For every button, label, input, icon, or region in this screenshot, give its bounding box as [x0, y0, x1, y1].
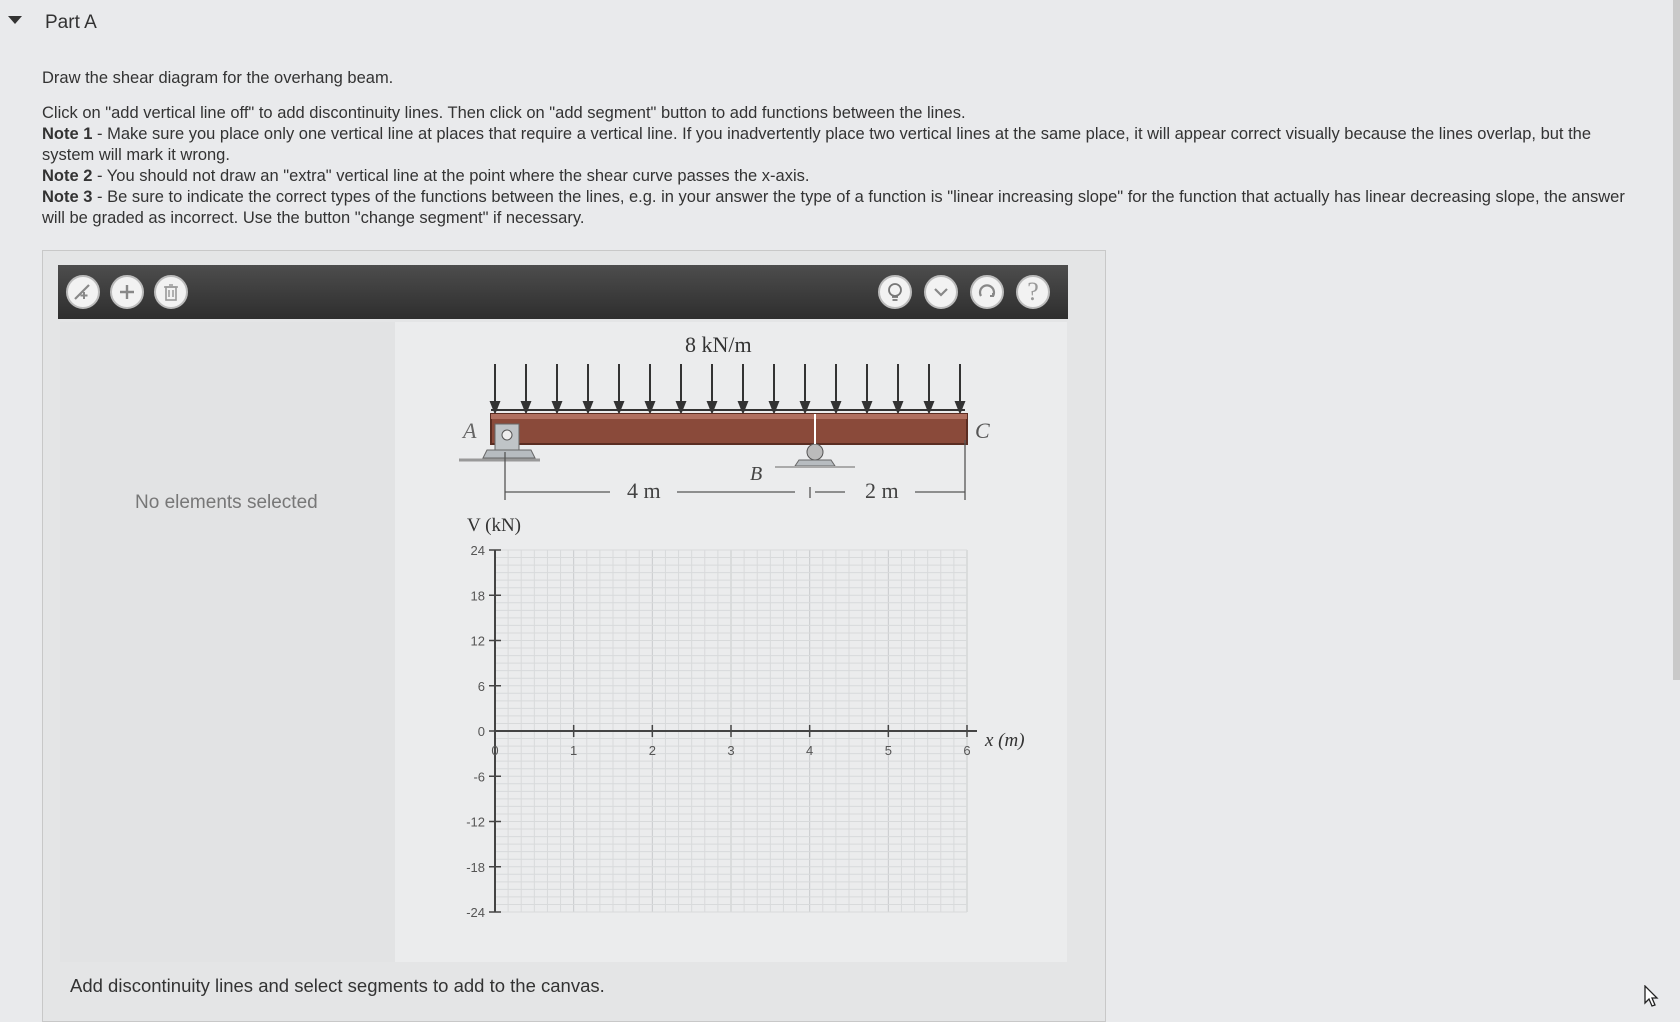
y-tick-label: 18	[470, 588, 485, 604]
note-2	[42, 166, 1642, 187]
y-tick-label: -6	[473, 769, 485, 785]
load-arrow	[646, 364, 654, 412]
note-3-text: - Be sure to indicate the correct types of the functions between the lines, e.g. in your answer the type of a function is "linear increasing slope" for the function that actually has linear decreasing slope, the answer will be graded as incorrect. Use the button "change segment" if necessary.	[42, 188, 1625, 227]
x-tick-label: 5	[884, 743, 892, 758]
load-arrow	[770, 364, 778, 412]
y-tick-label: 0	[477, 724, 485, 739]
selection-side-panel	[60, 322, 395, 962]
note-2-text: - You should not draw an "extra" vertical line at the point where the shear curve passes the x-axis.	[92, 167, 810, 185]
collapse-part-caret-icon[interactable]	[8, 16, 22, 24]
mouse-pointer-icon	[1643, 985, 1659, 1007]
shear-graph-grid	[495, 550, 977, 912]
x-tick-label: 4	[806, 743, 814, 758]
load-arrow	[584, 364, 592, 412]
load-arrow	[491, 364, 499, 412]
y-axis-label: V (kN)	[467, 515, 522, 536]
check-icon	[932, 285, 950, 299]
note-3	[42, 187, 1642, 229]
reset-button[interactable]	[970, 275, 1004, 309]
y-tick-label: -12	[466, 814, 485, 830]
note-3-label: Note 3	[42, 188, 93, 206]
drawing-toolbar	[58, 265, 1068, 319]
add-segment-button[interactable]	[110, 275, 144, 309]
load-arrow	[522, 364, 530, 412]
check-button[interactable]	[924, 275, 958, 309]
x-tick-label: 0	[491, 743, 499, 758]
instructions	[42, 68, 1642, 229]
help-icon: ?	[1027, 277, 1039, 306]
note-1-text: - Make sure you place only one vertical line at places that require a vertical line. If you inadvertently place two vertical lines at the same place, it will appear correct visually because the lines overlap, but the system will mark it wrong.	[42, 125, 1592, 164]
load-arrow	[677, 364, 685, 412]
beam-highlight	[491, 414, 967, 419]
no-selection-message: No elements selected	[135, 492, 318, 513]
y-tick-label: -24	[466, 905, 485, 920]
canvas-svg	[395, 322, 1067, 962]
load-label: 8 kN/m	[685, 332, 752, 357]
note-1	[42, 124, 1642, 166]
help-button[interactable]	[1016, 275, 1050, 309]
add-vertical-line-button[interactable]	[66, 275, 100, 309]
y-tick-label: 12	[470, 633, 485, 649]
load-arrow	[894, 364, 902, 412]
hint-button[interactable]	[878, 275, 912, 309]
y-tick-label: 6	[477, 678, 485, 694]
load-arrow	[708, 364, 716, 412]
distributed-load-arrows	[491, 364, 965, 412]
load-arrow	[832, 364, 840, 412]
x-tick-label: 2	[648, 743, 656, 758]
delete-button[interactable]	[154, 275, 188, 309]
x-tick-label: 1	[570, 743, 578, 758]
x-tick-label: 3	[727, 743, 735, 758]
load-arrow	[739, 364, 747, 412]
instruction-lead: Draw the shear diagram for the overhang beam.	[42, 69, 394, 87]
x-tick-label: 6	[963, 743, 971, 758]
support-b-label: B	[750, 463, 763, 485]
part-title[interactable]: Part A	[45, 12, 97, 33]
x-axis-label: x (m)	[985, 730, 1025, 751]
load-arrow	[615, 364, 623, 412]
page-scrollbar[interactable]	[1673, 0, 1680, 680]
note-2-label: Note 2	[42, 167, 93, 185]
hint-bulb-icon	[886, 282, 904, 302]
instruction-intro: Click on "add vertical line off" to add discontinuity lines. Then click on "add segment" button to add functions between the lines.	[42, 104, 966, 122]
trash-icon	[163, 283, 179, 301]
y-tick-label: -18	[466, 859, 485, 875]
drawing-canvas[interactable]	[395, 322, 1067, 962]
add-segment-icon	[118, 283, 136, 301]
span-bc-label: 2 m	[865, 478, 899, 503]
load-arrow	[925, 364, 933, 412]
load-arrow	[956, 364, 964, 412]
add-vertical-line-icon	[73, 282, 93, 302]
load-arrow	[801, 364, 809, 412]
canvas-footer-message: Add discontinuity lines and select segments to add to the canvas.	[70, 975, 605, 996]
end-c-label: C	[975, 418, 990, 443]
load-arrow	[553, 364, 561, 412]
y-tick-label: 24	[470, 543, 485, 558]
reset-icon	[977, 282, 997, 302]
span-ab-label: 4 m	[627, 478, 661, 503]
load-arrow	[863, 364, 871, 412]
support-a-label: A	[463, 418, 477, 443]
note-1-label: Note 1	[42, 125, 93, 143]
